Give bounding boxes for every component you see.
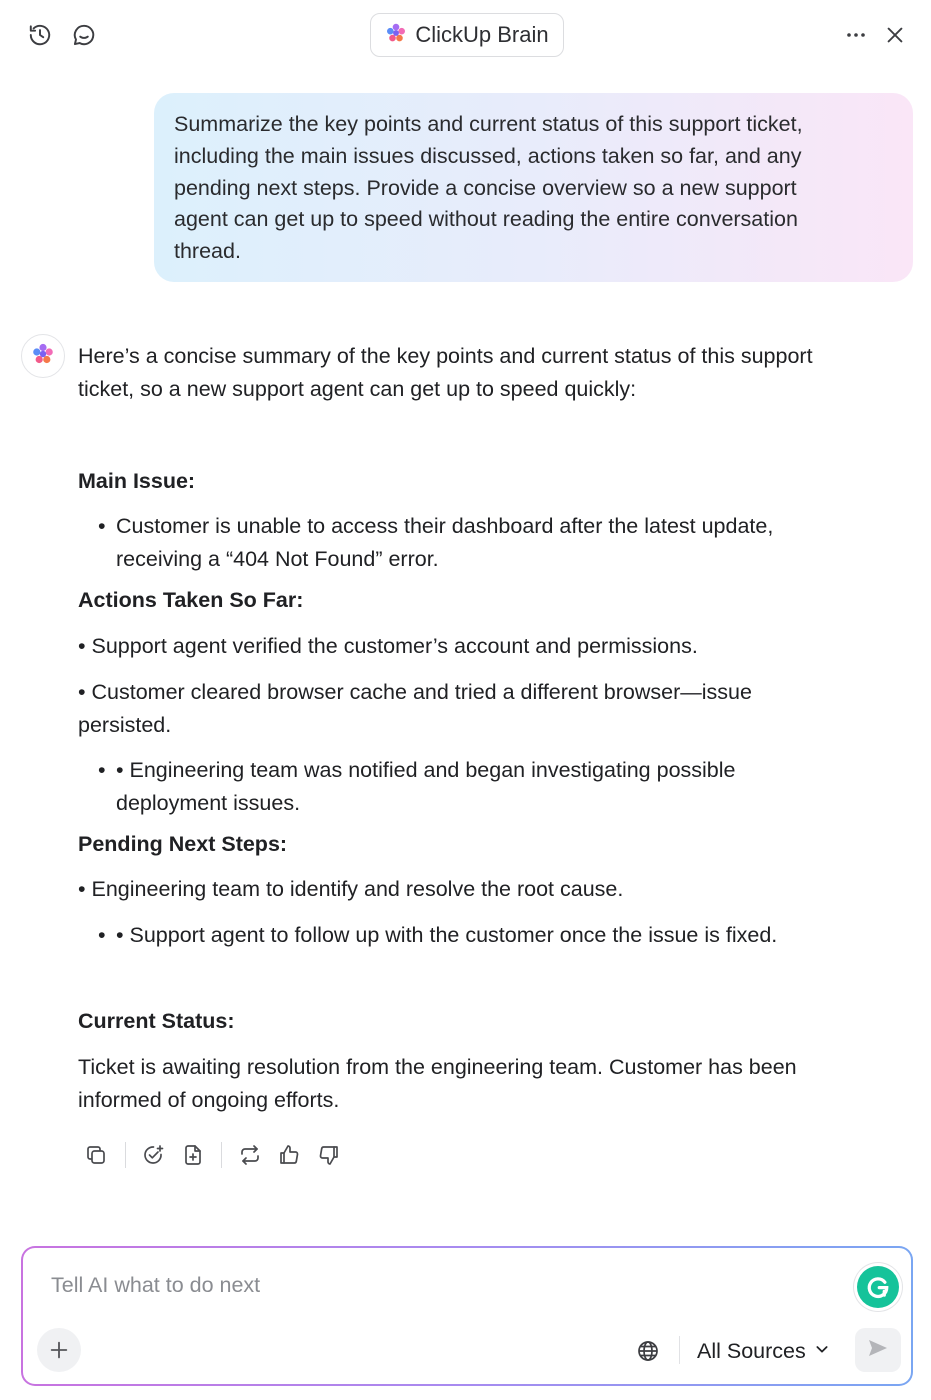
status-heading: Current Status: xyxy=(78,1009,235,1033)
main-issue-line: Customer is unable to access their dashboard after the latest update, xyxy=(116,514,774,538)
user-message-line: agent can get up to speed without reading the entire conversation xyxy=(174,207,798,232)
main-issue-line: receiving a “404 Not Found” error. xyxy=(116,547,439,571)
user-message-bubble xyxy=(154,93,913,282)
create-task-icon[interactable] xyxy=(136,1138,170,1172)
title-pill[interactable] xyxy=(370,13,564,57)
pending-item: • Support agent to follow up with the customer once the issue is fixed. xyxy=(116,923,778,947)
grammarly-icon[interactable] xyxy=(857,1266,899,1308)
composer-inner xyxy=(23,1248,911,1384)
copy-icon[interactable] xyxy=(79,1138,113,1172)
chevron-down-icon xyxy=(814,1341,830,1362)
bullet-marker: • xyxy=(98,923,106,947)
globe-icon[interactable] xyxy=(633,1336,663,1366)
send-icon xyxy=(866,1336,890,1365)
chat-bubble-icon[interactable] xyxy=(66,17,102,53)
clickup-brain-logo-icon xyxy=(385,22,407,49)
action-item: deployment issues. xyxy=(116,791,301,815)
user-message-line: pending next steps. Provide a concise overview so a new support xyxy=(174,175,797,200)
sources-label: All Sources xyxy=(697,1338,806,1363)
ai-intro-line: Here’s a concise summary of the key points and current status of this support xyxy=(78,344,813,368)
user-message-line: thread. xyxy=(174,239,241,264)
status-line: Ticket is awaiting resolution from the engineering team. Customer has been xyxy=(78,1055,797,1079)
user-message-line: Summarize the key points and current status of this support ticket, xyxy=(174,112,803,136)
close-icon[interactable] xyxy=(877,17,913,53)
composer xyxy=(21,1246,913,1386)
thumbs-up-icon[interactable] xyxy=(272,1138,306,1172)
pending-heading: Pending Next Steps: xyxy=(78,832,288,856)
action-divider xyxy=(221,1142,222,1168)
more-horizontal-icon[interactable] xyxy=(838,17,874,53)
action-divider xyxy=(125,1142,126,1168)
action-item: • Support agent verified the customer’s account and permissions. xyxy=(78,634,698,658)
action-item: • Engineering team was notified and began investigating possible xyxy=(116,758,736,782)
sources-divider xyxy=(679,1336,680,1364)
add-button[interactable] xyxy=(37,1328,81,1372)
actions-heading: Actions Taken So Far: xyxy=(78,588,304,612)
action-item: • Customer cleared browser cache and tried a different browser—issue xyxy=(78,680,752,704)
history-icon[interactable] xyxy=(22,17,58,53)
user-message-line: including the main issues discussed, actions taken so far, and any xyxy=(174,143,802,168)
bullet-marker: • xyxy=(98,758,106,782)
main-issue-heading: Main Issue: xyxy=(78,469,196,493)
regenerate-icon[interactable] xyxy=(233,1138,267,1172)
clickup-brain-logo-icon xyxy=(31,342,55,371)
send-button[interactable] xyxy=(855,1328,901,1372)
prompt-input[interactable] xyxy=(51,1268,831,1302)
ai-avatar xyxy=(21,334,65,378)
sources-dropdown[interactable] xyxy=(697,1334,830,1368)
thumbs-down-icon[interactable] xyxy=(312,1138,346,1172)
add-doc-icon[interactable] xyxy=(176,1138,210,1172)
page-title: ClickUp Brain xyxy=(415,22,549,47)
bullet-marker: • xyxy=(98,514,106,538)
pending-item: • Engineering team to identify and resolve the root cause. xyxy=(78,877,624,901)
status-line: informed of ongoing efforts. xyxy=(78,1088,340,1112)
action-item: persisted. xyxy=(78,713,172,737)
ai-intro-line: ticket, so a new support agent can get up to speed quickly: xyxy=(78,377,637,401)
